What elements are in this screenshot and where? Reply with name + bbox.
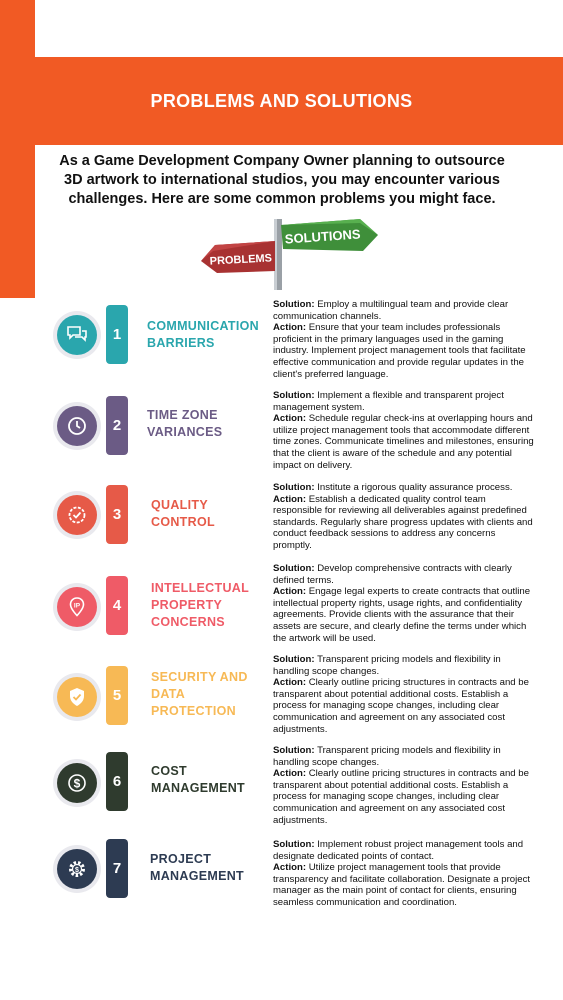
item-title: QUALITY CONTROL xyxy=(151,498,215,529)
item-title: PROJECT MANAGEMENT xyxy=(150,852,244,883)
item-description: Solution: Transparent pricing models and flexibility in handling scope changes. Action: Clearly outline pricing structures in contracts and be transparent about potential additional costs. Establish a process for managing scope changes, including clear communication and agreement on any associated cost adjustments. xyxy=(273,745,529,826)
item-description: Solution: Institute a rigorous quality assurance process. Action: Establish a dedicated quality control team responsible for reviewing all deliverables against predefined standards. Regularly share progress updates with clients and conduct feedback sessions to address any concerns promptly. xyxy=(273,482,533,551)
item-description: Solution: Transparent pricing models and flexibility in handling scope changes. Action: Clearly outline pricing structures in contracts and be transparent about potential additional costs. Establish a process for managing scope changes, including clear communication and agreement on any associated cost adjustments. xyxy=(273,654,529,735)
clock-icon xyxy=(57,406,97,446)
item-number: 6 xyxy=(106,752,128,811)
signpost-illustration xyxy=(195,215,385,290)
solutions-sign-text: SOLUTIONS xyxy=(284,226,362,247)
item-description: Solution: Employ a multilingual team and provide clear communication channels. Action: Ensure that your team includes professionals proficient in the primary languages used in the gaming industry. Implement project management tools that facilitate effective communication and provide regular updates in the client's preferred language. xyxy=(273,299,526,380)
item-title: SECURITY AND DATA PROTECTION xyxy=(151,670,248,718)
intro-text: As a Game Development Company Owner planning to outsource 3D artwork to international studios, you may encounter various challenges. Here are some common problems you might face. xyxy=(59,153,505,207)
item-title: INTELLECTUAL PROPERTY CONCERNS xyxy=(151,581,250,629)
item-number: 1 xyxy=(106,305,128,364)
item-description: Solution: Implement a flexible and transparent project management system. Action: Schedule regular check-ins at overlapping hours and utilize project management tools that accommodate different time zones. Communicate timelines and milestones, ensuring that the client is aware of the schedule and any potential impact on delivery. xyxy=(273,390,534,471)
svg-text:$: $ xyxy=(73,776,81,791)
item-number: 3 xyxy=(106,485,128,544)
dollar-coin-icon xyxy=(57,763,97,803)
item-number: 4 xyxy=(106,576,128,635)
problems-sign-text: PROBLEMS xyxy=(209,252,273,268)
item-description: Solution: Implement robust project management tools and designate dedicated points of contact. Action: Utilize project management tools that provide transparency and facilitate collaboration. Designate a project manager as the main point of contact for clients, ensuring seamless communication and coordination. xyxy=(273,839,531,908)
shield-check-icon xyxy=(57,677,97,717)
item-number: 7 xyxy=(106,839,128,898)
item-title: TIME ZONE VARIANCES xyxy=(147,408,223,439)
item-number: 2 xyxy=(106,396,128,455)
svg-text:IP: IP xyxy=(73,602,81,610)
item-number: 5 xyxy=(106,666,128,725)
svg-text:$: $ xyxy=(75,866,79,874)
item-title: COMMUNICATION BARRIERS xyxy=(147,319,259,350)
page-title: PROBLEMS AND SOLUTIONS xyxy=(150,91,413,111)
ip-pin-icon xyxy=(57,587,97,627)
orange-accent-bar xyxy=(0,0,35,298)
quality-check-icon xyxy=(57,495,97,535)
item-description: Solution: Develop comprehensive contracts with clearly defined terms. Action: Engage legal experts to create contracts that outline intellectual property rights, usage rights, and confidentiality agreements. Provide clients with the assurance that their assets are secure, and clearly define the terms under which the artwork will be used. xyxy=(273,563,531,644)
gear-dollar-icon xyxy=(57,849,97,889)
chat-bubbles-icon xyxy=(57,315,97,355)
item-title: COST MANAGEMENT xyxy=(151,764,245,795)
